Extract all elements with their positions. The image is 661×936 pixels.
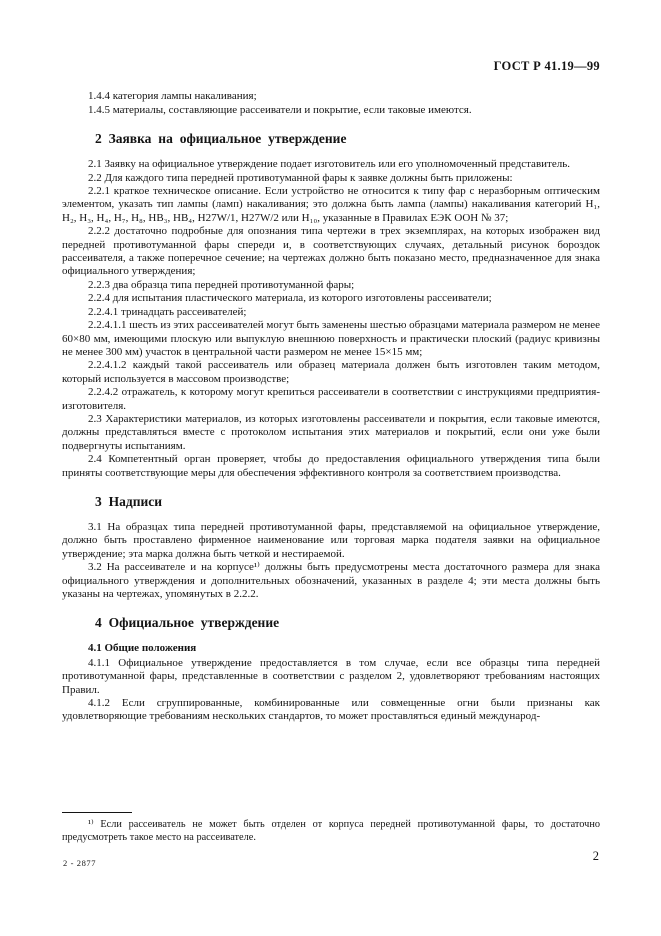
section-heading: 4 Официальное утверждение [95, 615, 280, 631]
paragraph: 4.1.2 Если сгруппированные, комбинированные или совмещенные огни были признаны как удовлетворяющие требованиям нескольких стандартов, то может проставляться единый международ- [62, 697, 600, 723]
footnote-text: ¹⁾ Если рассеиватель не может быть отделен от корпуса передней противотуманной фары, то достаточно предусмотреть такое место на рассеивателе. [62, 819, 600, 843]
document-number-header: ГОСТ Р 41.19—99 [493, 59, 600, 73]
section-heading: 3 Надписи [95, 493, 163, 509]
paragraph: 2.1 Заявку на официальное утверждение подает изготовитель или его уполномоченный представитель. [88, 158, 570, 171]
paragraph: 2.2.4.1 тринадцать рассеивателей; [88, 305, 247, 318]
footnote-rule [62, 812, 132, 813]
section-heading: 2 Заявка на официальное утверждение [95, 131, 347, 147]
paragraph: 3.2 На рассеивателе и на корпусе¹⁾ должны быть предусмотрены места достаточного размера для знака официального утверждения и дополнительных обозначений, указанных в разделе 4; эти места должны быть указаны на чертежах, упомянутых в 2.2.2. [62, 561, 600, 600]
paragraph: 3.1 На образцах типа передней противотуманной фары, представляемой на официальное утверждение, должно быть проставлено фирменное наименование или торговая марка подателя заявки на официальное утверждение; эта марка должна быть четкой и нестираемой. [62, 520, 600, 560]
paragraph: 2.3 Характеристики материалов, из которых изготовлены рассеиватели и покрытия, если таковые имеются, должны представляться вместе с протоколом испытания этих материалов и покрытий, если они уже были подвергнуты испытаниям. [62, 412, 600, 452]
paragraph: 2.2.4.2 отражатель, к которому могут крепиться рассеиватели в соответствии с инструкциями предприятия-изготовителя. [62, 386, 600, 412]
paragraph: 2.2.4.1.2 каждый такой рассеиватель или образец материала должен быть изготовлен таким методом, который используется в массовом производстве; [62, 359, 600, 385]
sub-heading: 4.1 Общие положения [88, 642, 197, 655]
print-order-mark: 2 - 2877 [63, 858, 97, 868]
paragraph: 2.2 Для каждого типа передней противотуманной фары к заявке должны быть приложены: [88, 171, 513, 184]
paragraph: 2.2.1 краткое техническое описание. Если устройство не относится к типу фар с неразборным оптическим элементом, указать тип лампы (ламп) накаливания; это должна быть лампа (лампы) накаливания категорий H₁, H₂, H₃, H₄, H₇, H₈, HB₃, HB₄, H27W/1, H27W/2 или H₁₀, указанные в Правилах ЕЭК ООН № 37; [62, 185, 600, 224]
paragraph: 2.2.4 для испытания пластического материала, из которого изготовлены рассеиватели; [88, 292, 492, 305]
paragraph: 2.2.4.1.1 шесть из этих рассеивателей могут быть заменены шестью образцами материала размером не менее 60×80 мм, имеющими плоскую или выпуклую внешнюю поверхность и практически плоский (радиус кривизны не менее 300 мм) участок в центральной части размером не менее 15×15 мм; [62, 319, 600, 358]
text-line: 1.4.4 категория лампы накаливания; [88, 90, 257, 103]
page-number: 2 [592, 849, 599, 863]
text-line: 1.4.5 материалы, составляющие рассеиватели и покрытие, если таковые имеются. [88, 103, 472, 116]
paragraph: 2.2.2 достаточно подробные для опознания типа чертежи в трех экземплярах, на которых изображен вид передней противотуманной фары спереди и, в соответствующих случаях, детальный рисунок бороздок рассеивателя, а также поперечное сечение; на чертежах должно быть показано место, предназначенное для знака официального утверждения; [62, 225, 600, 278]
footnote-area [62, 812, 600, 844]
paragraph: 2.2.3 два образца типа передней противотуманной фары; [88, 278, 355, 291]
paragraph: 2.4 Компетентный орган проверяет, чтобы до предоставления официального утверждения типа были приняты соответствующие меры для обеспечения эффективного контроля за соответствием производства. [62, 453, 600, 479]
paragraph: 4.1.1 Официальное утверждение предоставляется в том случае, если все образцы типа передней противотуманной фары, представленные в соответствии с разделом 2, удовлетворяют требованиям настоящих Правил. [62, 656, 600, 696]
document-content [62, 60, 600, 724]
document-body [62, 90, 600, 723]
